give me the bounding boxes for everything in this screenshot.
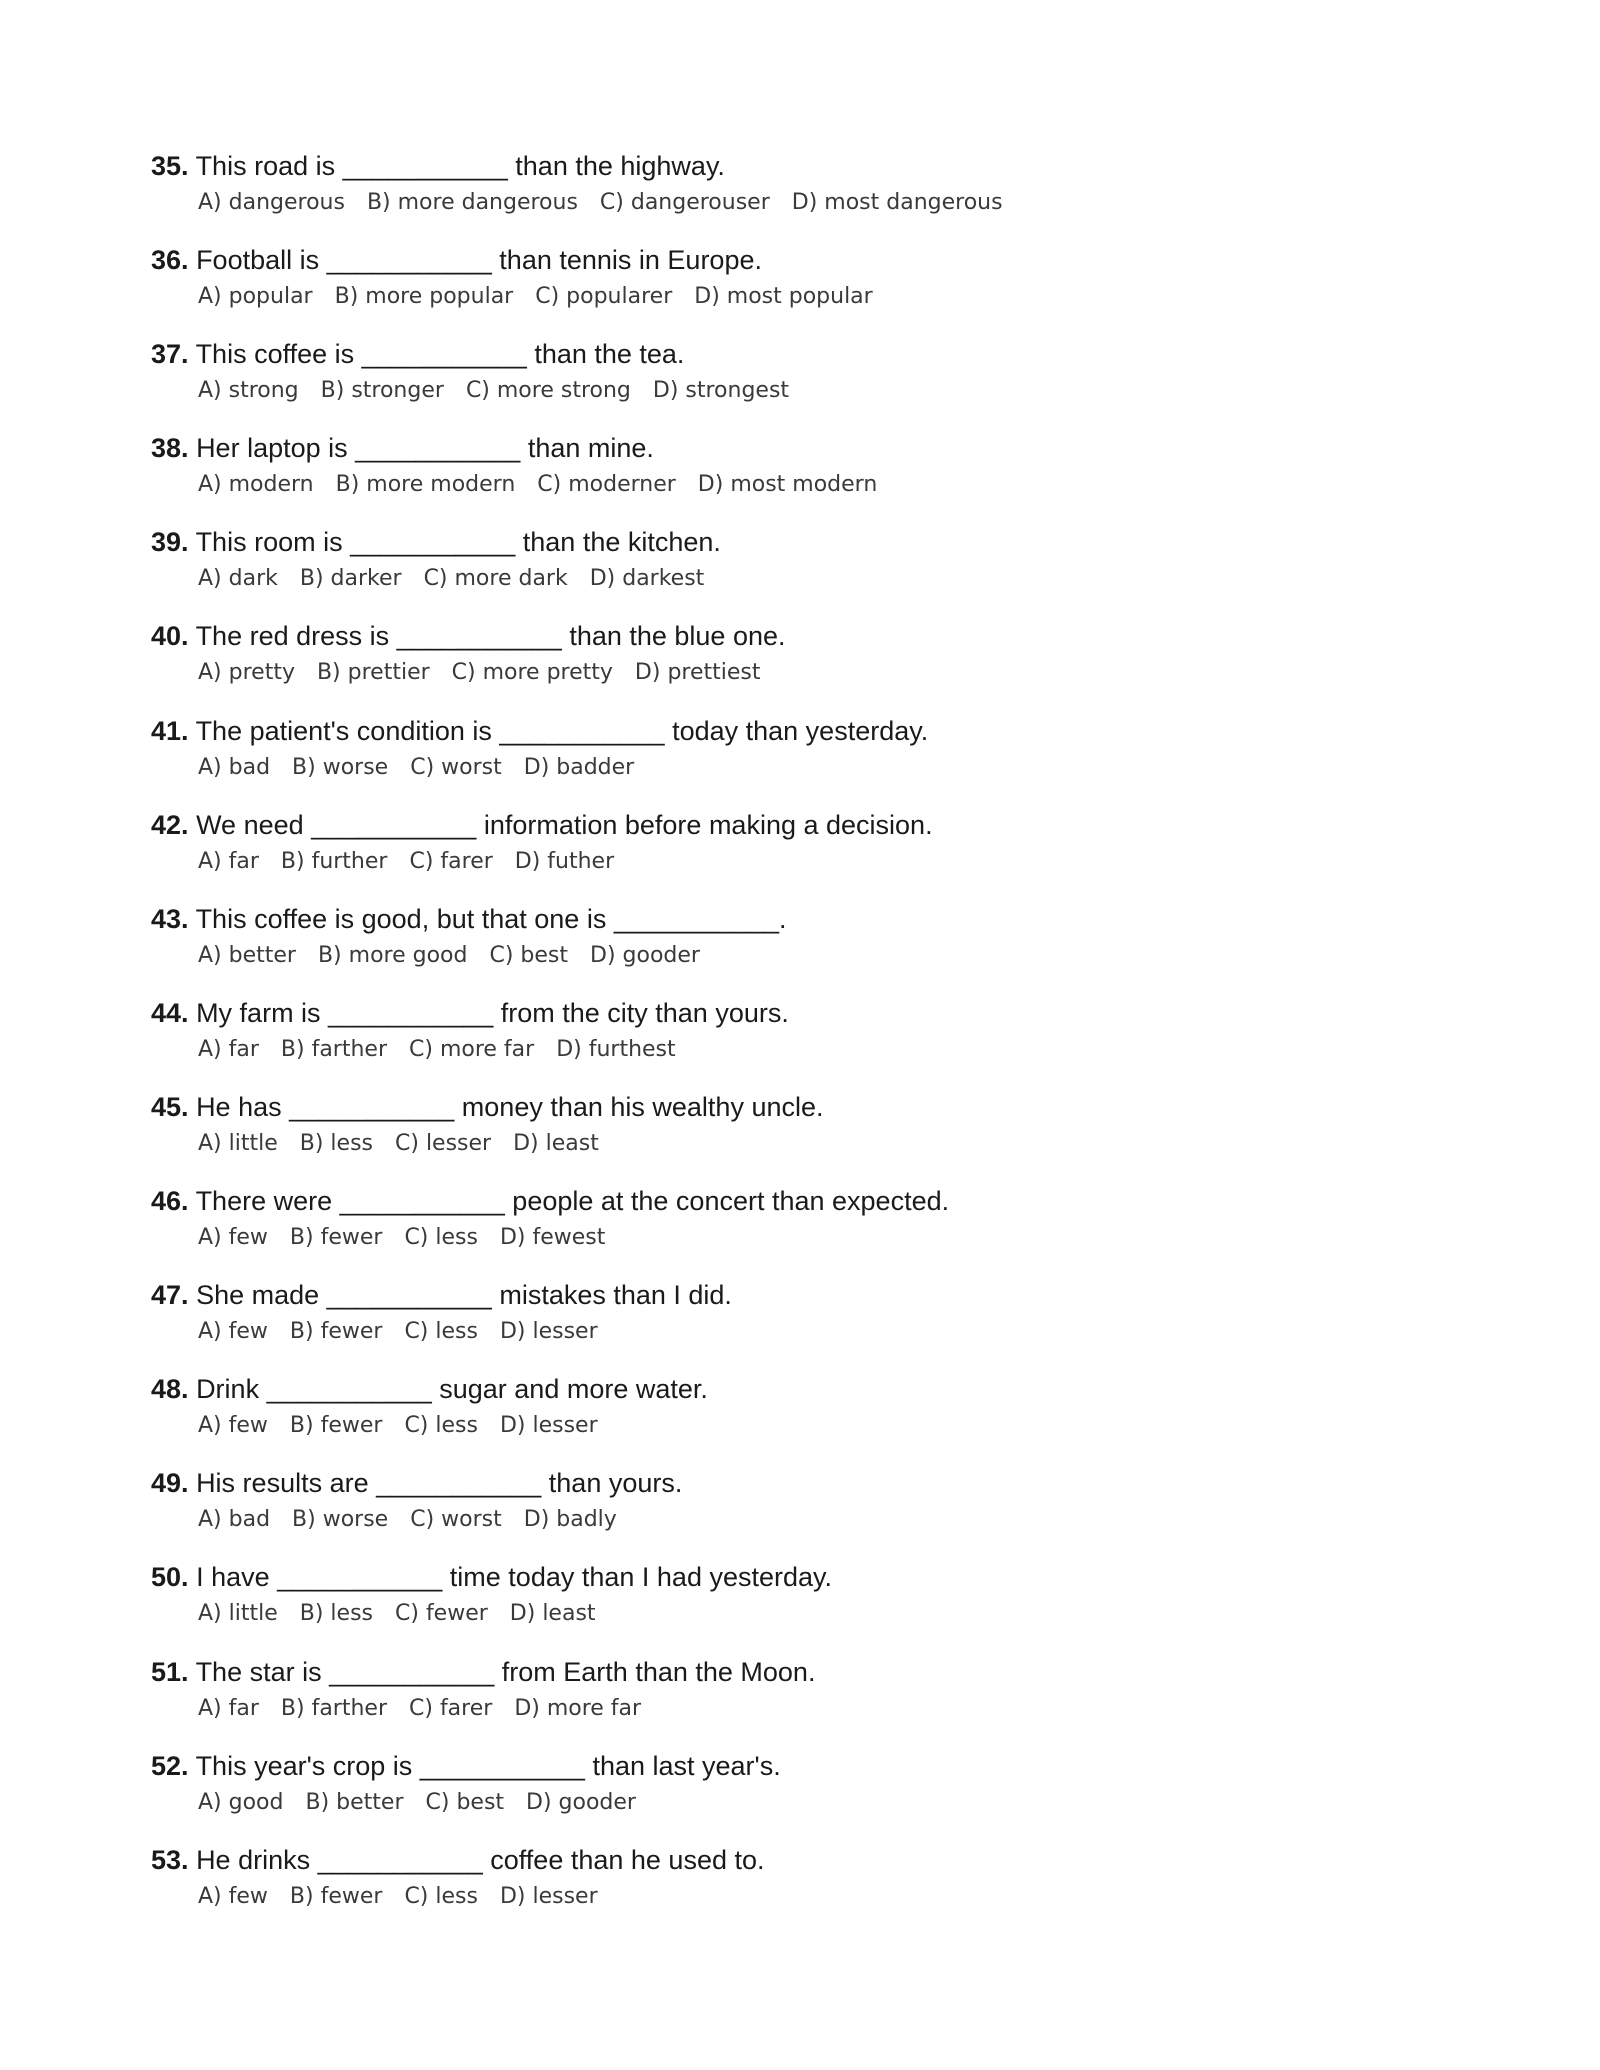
question-stem: Her laptop is ___________ than mine. [196, 433, 654, 464]
answer-option: D) gooder [526, 1789, 636, 1815]
answer-options [198, 1411, 1451, 1441]
answer-option: D) gooder [590, 942, 700, 968]
question-stem: This room is ___________ than the kitchen. [195, 527, 721, 558]
answer-option: C) dangerouser [599, 190, 770, 215]
answer-option: D) furthest [556, 1036, 676, 1062]
answer-option: C) best [425, 1789, 505, 1815]
answer-options [198, 376, 1451, 406]
answer-option: A) better [198, 942, 296, 968]
answer-option: C) moderner [537, 472, 676, 498]
question-number: 36. [151, 245, 189, 276]
question-line [151, 1842, 1451, 1878]
answer-option: A) dark [198, 566, 278, 592]
question-stem: The patient's condition is ___________ today than yesterday. [195, 715, 929, 746]
answer-option: C) more far [409, 1036, 535, 1062]
question-number: 42. [151, 809, 189, 840]
answer-option: D) lesser [499, 1319, 598, 1345]
answer-option: C) less [404, 1413, 478, 1439]
answer-option: C) worst [410, 754, 502, 780]
question-number: 52. [151, 1750, 189, 1781]
answer-option: B) better [305, 1789, 404, 1815]
answer-option: C) best [489, 942, 568, 968]
question-number: 43. [151, 903, 189, 934]
answer-option: D) lesser [499, 1883, 598, 1909]
answer-option: A) pretty [198, 660, 295, 686]
question-number: 40. [151, 621, 189, 652]
question-stem: We need ___________ information before making a decision. [196, 809, 933, 840]
answer-options [198, 753, 1451, 783]
answer-option: D) badder [523, 754, 635, 780]
answer-option: B) worse [292, 1507, 389, 1533]
answer-option: A) popular [198, 284, 313, 310]
answer-option: B) darker [299, 566, 402, 592]
question-stem: He drinks ___________ coffee than he used to. [196, 1844, 765, 1875]
question-item [151, 430, 1451, 524]
question-stem: The red dress is ___________ than the blue one. [195, 621, 786, 652]
question-stem: Drink ___________ sugar and more water. [196, 1374, 708, 1405]
question-line [151, 242, 1451, 278]
answer-option: D) least [509, 1601, 596, 1627]
question-line [151, 1465, 1451, 1501]
question-number: 44. [151, 997, 189, 1028]
answer-options [198, 658, 1451, 688]
question-list [151, 148, 1451, 1936]
question-line [151, 1277, 1451, 1313]
question-item [151, 524, 1451, 618]
question-item [151, 618, 1451, 712]
question-line [151, 1183, 1451, 1219]
answer-option: A) modern [198, 472, 314, 498]
answer-option: D) fewest [499, 1225, 606, 1251]
answer-option: B) fewer [289, 1225, 383, 1251]
question-number: 50. [151, 1562, 189, 1593]
answer-option: C) popularer [535, 284, 673, 310]
answer-option: A) dangerous [198, 190, 345, 215]
question-line [151, 713, 1451, 749]
answer-option: B) prettier [316, 660, 430, 686]
question-item [151, 1748, 1451, 1842]
answer-option: C) farer [409, 848, 493, 874]
question-stem: Football is ___________ than tennis in Europe. [196, 245, 762, 276]
answer-option: C) farer [409, 1695, 493, 1721]
answer-option: C) more pretty [451, 660, 613, 686]
answer-option: B) more good [317, 942, 468, 968]
answer-option: D) more far [514, 1695, 642, 1721]
question-line [151, 336, 1451, 372]
answer-option: B) fewer [289, 1413, 383, 1439]
question-item [151, 148, 1451, 242]
answer-option: D) badly [523, 1507, 617, 1533]
answer-option: A) little [198, 1601, 278, 1627]
answer-option: D) darkest [589, 566, 705, 592]
answer-option: D) most dangerous [791, 190, 1003, 215]
question-line [151, 618, 1451, 654]
worksheet-page [151, 148, 1451, 1936]
answer-options [198, 1788, 1451, 1818]
question-number: 51. [151, 1656, 189, 1687]
answer-option: A) bad [198, 754, 271, 780]
question-stem: His results are ___________ than yours. [196, 1468, 683, 1499]
question-item [151, 1842, 1451, 1936]
answer-option: B) more popular [334, 284, 514, 310]
question-stem: I have ___________ time today than I had yesterday. [196, 1562, 833, 1593]
question-line [151, 1559, 1451, 1595]
answer-option: B) more modern [335, 472, 516, 498]
answer-options [198, 1035, 1451, 1065]
answer-option: B) stronger [320, 378, 444, 404]
answer-option: A) few [198, 1883, 268, 1909]
question-item [151, 1277, 1451, 1371]
answer-option: D) most modern [697, 472, 878, 498]
question-item [151, 713, 1451, 807]
answer-option: B) farther [280, 1695, 387, 1721]
question-stem: My farm is ___________ from the city than yours. [196, 997, 789, 1028]
question-line [151, 1371, 1451, 1407]
question-stem: This year's crop is ___________ than last year's. [195, 1750, 781, 1781]
answer-option: A) little [198, 1130, 278, 1156]
answer-option: B) farther [280, 1036, 387, 1062]
question-number: 45. [151, 1091, 189, 1122]
answer-option: C) less [404, 1319, 478, 1345]
question-number: 46. [151, 1186, 189, 1217]
answer-option: A) few [198, 1413, 268, 1439]
question-number: 49. [151, 1468, 189, 1499]
question-item [151, 1465, 1451, 1559]
answer-options [198, 1223, 1451, 1253]
answer-options [198, 1129, 1451, 1159]
question-stem: She made ___________ mistakes than I did. [196, 1280, 732, 1311]
answer-options [198, 188, 1451, 218]
answer-option: A) far [198, 1695, 259, 1721]
question-item [151, 1089, 1451, 1183]
answer-option: B) less [299, 1601, 373, 1627]
question-line [151, 807, 1451, 843]
question-line [151, 995, 1451, 1031]
question-line [151, 1089, 1451, 1125]
answer-option: A) good [198, 1789, 284, 1815]
answer-option: D) least [513, 1130, 599, 1156]
question-stem: There were ___________ people at the concert than expected. [195, 1186, 950, 1217]
question-line [151, 901, 1451, 937]
question-stem: This coffee is good, but that one is ___________. [195, 903, 787, 934]
answer-option: D) lesser [499, 1413, 598, 1439]
answer-option: B) less [299, 1130, 373, 1156]
answer-option: C) more dark [423, 566, 568, 592]
question-line [151, 1654, 1451, 1690]
answer-options [198, 282, 1451, 312]
question-item [151, 1559, 1451, 1653]
answer-option: D) strongest [652, 378, 790, 404]
question-item [151, 901, 1451, 995]
question-line [151, 148, 1451, 184]
question-line [151, 524, 1451, 560]
answer-option: C) worst [410, 1507, 502, 1533]
question-line [151, 1748, 1451, 1784]
question-number: 35. [151, 151, 189, 181]
answer-option: D) prettiest [634, 660, 761, 686]
question-line [151, 430, 1451, 466]
question-number: 39. [151, 527, 189, 558]
question-number: 47. [151, 1280, 189, 1311]
answer-options [198, 1599, 1451, 1629]
question-item [151, 336, 1451, 430]
answer-option: C) more strong [465, 378, 631, 404]
answer-options [198, 1317, 1451, 1347]
answer-option: B) worse [292, 754, 389, 780]
answer-option: C) fewer [395, 1601, 488, 1627]
question-item [151, 1183, 1451, 1277]
question-item [151, 995, 1451, 1089]
answer-options [198, 1882, 1451, 1912]
question-stem: This coffee is ___________ than the tea. [195, 339, 685, 370]
answer-option: C) less [404, 1883, 478, 1909]
question-number: 38. [151, 433, 189, 464]
answer-option: A) bad [198, 1507, 271, 1533]
answer-options [198, 941, 1451, 971]
question-item [151, 1371, 1451, 1465]
answer-option: C) lesser [395, 1130, 492, 1156]
question-stem: The star is ___________ from Earth than the Moon. [195, 1656, 816, 1687]
question-number: 41. [151, 715, 189, 746]
question-number: 48. [151, 1374, 189, 1405]
question-item [151, 807, 1451, 901]
answer-option: C) less [404, 1225, 478, 1251]
answer-option: B) further [280, 848, 388, 874]
answer-option: B) more dangerous [366, 190, 578, 215]
question-item [151, 242, 1451, 336]
answer-options [198, 847, 1451, 877]
answer-option: A) far [198, 848, 259, 874]
answer-option: B) fewer [289, 1319, 383, 1345]
answer-option: A) few [198, 1225, 268, 1251]
answer-option: D) most popular [694, 284, 873, 310]
answer-option: D) futher [514, 848, 615, 874]
question-number: 37. [151, 339, 189, 370]
question-number: 53. [151, 1844, 189, 1875]
question-stem: This road is ___________ than the highway. [195, 151, 725, 181]
question-item [151, 1654, 1451, 1748]
answer-options [198, 1694, 1451, 1724]
answer-option: A) strong [198, 378, 299, 404]
answer-option: A) far [198, 1036, 259, 1062]
answer-options [198, 470, 1451, 500]
answer-option: B) fewer [289, 1883, 383, 1909]
answer-option: A) few [198, 1319, 268, 1345]
answer-options [198, 564, 1451, 594]
answer-options [198, 1505, 1451, 1535]
question-stem: He has ___________ money than his wealthy uncle. [196, 1091, 824, 1122]
